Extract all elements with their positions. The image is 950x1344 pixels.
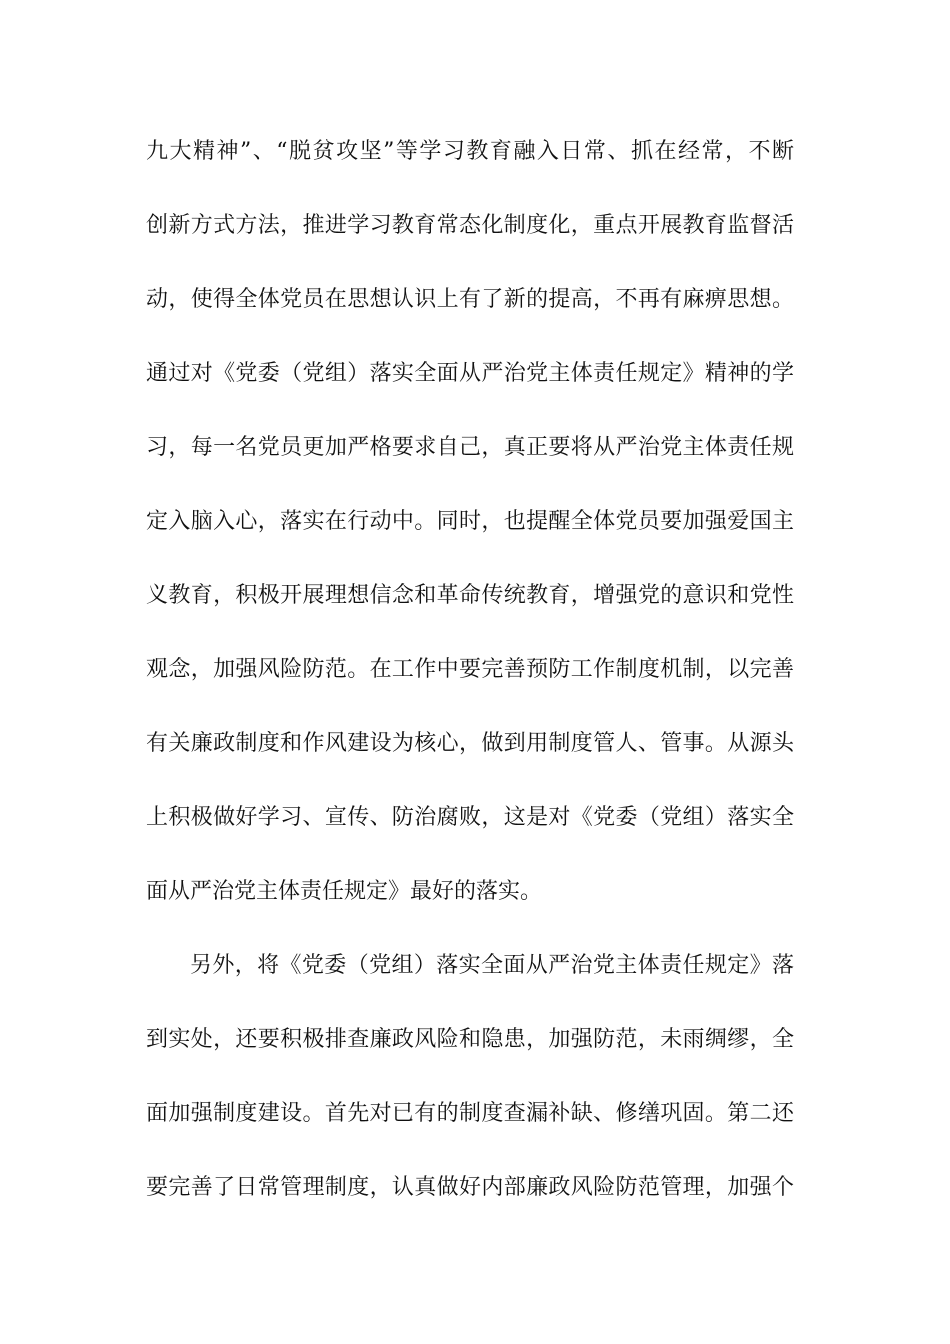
text-line: 上积极做好学习、宣传、防治腐败，这是对《党委（党组）落实全 (146, 805, 794, 830)
text-line: 定入脑入心，落实在行动中。同时，也提醒全体党员要加强爱国主 (146, 509, 794, 534)
text-line: 通过对《党委（党组）落实全面从严治党主体责任规定》精神的学 (146, 361, 794, 386)
text-line: 动，使得全体党员在思想认识上有了新的提高，不再有麻痹思想。 (146, 287, 794, 312)
paragraph-first-line: 另外，将《党委（党组）落实全面从严治党主体责任规定》落 (190, 953, 794, 978)
text-line: 义教育，积极开展理想信念和革命传统教育，增强党的意识和党性 (146, 583, 794, 608)
text-line: 观念，加强风险防范。在工作中要完善预防工作制度机制，以完善 (146, 657, 794, 682)
text-line: 九大精神”、“脱贫攻坚”等学习教育融入日常、抓在经常，不断 (146, 139, 794, 164)
text-line: 要完善了日常管理制度，认真做好内部廉政风险防范管理，加强个 (146, 1175, 794, 1200)
text-line: 面加强制度建设。首先对已有的制度查漏补缺、修缮巩固。第二还 (146, 1101, 794, 1126)
text-line: 到实处，还要积极排查廉政风险和隐患，加强防范，未雨绸缪，全 (146, 1027, 794, 1052)
text-line: 有关廉政制度和作风建设为核心，做到用制度管人、管事。从源头 (146, 731, 794, 756)
text-line: 创新方式方法，推进学习教育常态化制度化，重点开展教育监督活 (146, 213, 794, 238)
body-text (146, 130, 806, 1240)
text-line: 习，每一名党员更加严格要求自己，真正要将从严治党主体责任规 (146, 435, 794, 460)
text-line: 面从严治党主体责任规定》最好的落实。 (146, 879, 543, 904)
